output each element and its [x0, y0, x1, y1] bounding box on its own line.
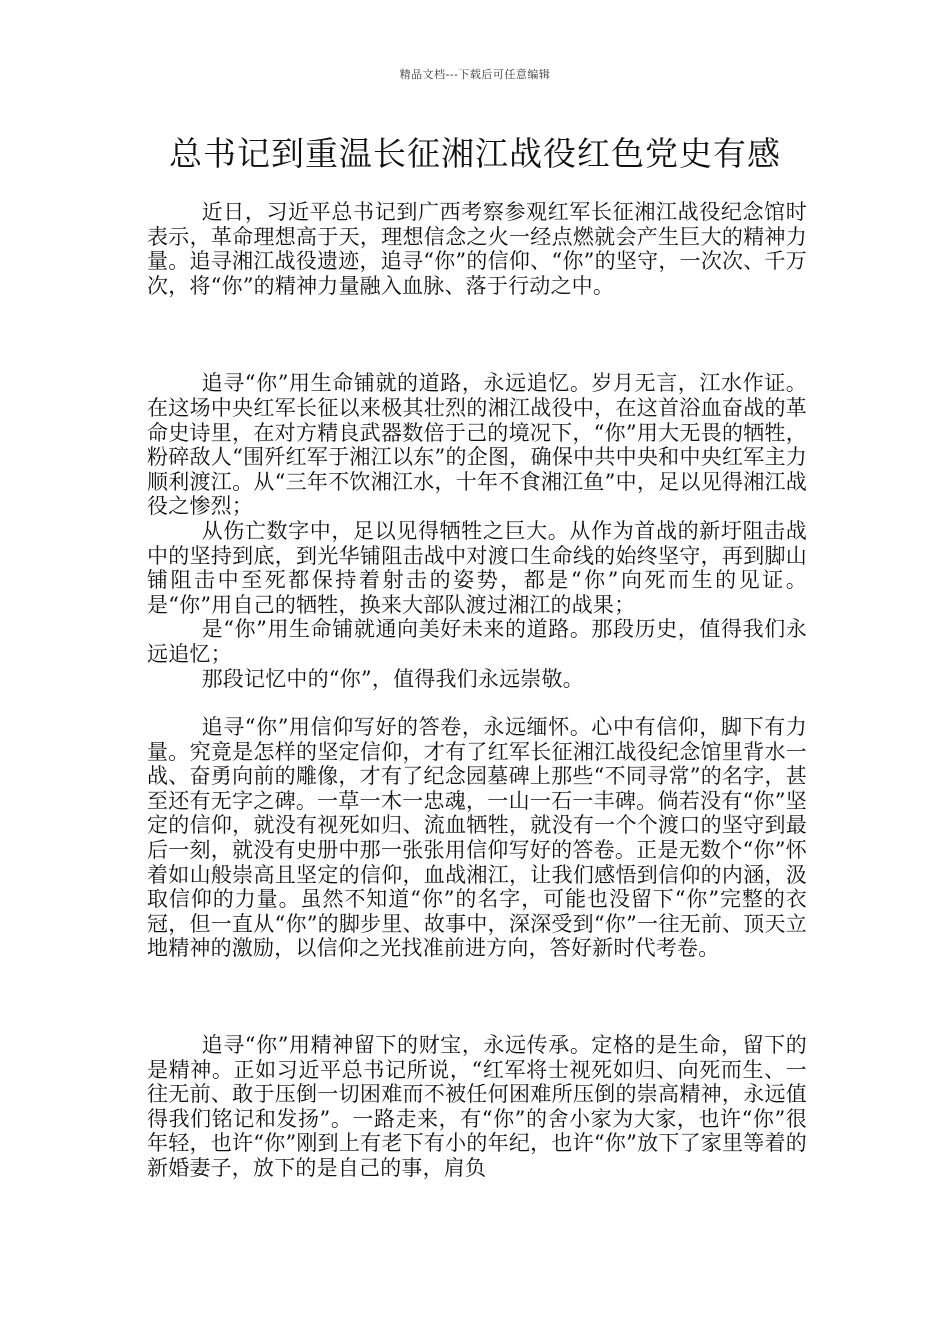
paragraph-section-1-cont: 从伤亡数字中，足以见得牺牲之巨大。从作为首战的新圩阻击战中的坚持到底，到光华铺阻击战中对渡口生命线的始终坚守，再到脚山铺阻击中至死都保持着射击的姿势，都是“你”向死而生的见证。是“你”用自己的牺牲，换来大部队渡过湘江的战果；	[147, 518, 807, 617]
paragraph-section-1-cont: 那段记忆中的“你”，值得我们永远崇敬。	[201, 666, 584, 691]
document-title: 总书记到重温长征湘江战役红色党史有感	[169, 134, 781, 173]
spacer	[147, 298, 807, 371]
spacer	[147, 691, 807, 715]
paragraph-intro: 近日，习近平总书记到广西考察参观红军长征湘江战役纪念馆时表示，革命理想高于天，理想信念之火一经点燃就会产生巨大的精神力量。追寻湘江战役遗迹，追寻“你”的信仰、“你”的坚守，一次次、千万次，将“你”的精神力量融入血脉、落于行动之中。	[147, 200, 807, 298]
paragraph-section-1-cont: 是“你”用生命铺就通向美好未来的道路。那段历史，值得我们永远追忆；	[147, 617, 807, 666]
header-note: 精品文档---下载后可任意编辑	[399, 68, 551, 81]
spacer	[147, 961, 807, 1033]
paragraph-section-3: 追寻“你”用精神留下的财宝，永远传承。定格的是生命，留下的是精神。正如习近平总书记所说，“红军将士视死如归、向死而生、一往无前、敢于压倒一切困难而不被任何困难所压倒的崇高精神，永远值得我们铭记和发扬”。一路走来，有“你”的舍小家为大家，也许“你”很年轻，也许“你”刚到上有老下有小的年纪，也许“你”放下了家里等着的新婚妻子，放下的是自己的事，肩负	[147, 1033, 807, 1180]
paragraph-section-2: 追寻“你”用信仰写好的答卷，永远缅怀。心中有信仰，脚下有力量。究竟是怎样的坚定信仰，才有了红军长征湘江战役纪念馆里背水一战、奋勇向前的雕像，才有了纪念园墓碑上那些“不同寻常”的名字，甚至还有无字之碑。一草一木一忠魂，一山一石一丰碑。倘若没有“你”坚定的信仰，就没有视死如归、流血牺牲，就没有一个个渡口的坚守到最后一刻，就没有史册中那一张张用信仰写好的答卷。正是无数个“你”怀着如山般崇高且坚定的信仰，血战湘江，让我们感悟到信仰的内涵，汲取信仰的力量。虽然不知道“你”的名字，可能也没留下“你”完整的衣冠，但一直从“你”的脚步里、故事中，深深受到“你”一往无前、顶天立地精神的激励，以信仰之光找准前进方向，答好新时代考卷。	[147, 715, 807, 961]
document-body	[147, 200, 807, 1181]
paragraph-section-1: 追寻“你”用生命铺就的道路，永远追忆。岁月无言，江水作证。在这场中央红军长征以来极其壮烈的湘江战役中，在这首浴血奋战的革命史诗里，在对方精良武器数倍于己的境况下，“你”用大无畏的牺牲，粉碎敌人“围歼红军于湘江以东”的企图，确保中共中央和中央红军主力顺利渡江。从“三年不饮湘江水，十年不食湘江鱼”中，足以见得湘江战役之惨烈；	[147, 371, 807, 519]
